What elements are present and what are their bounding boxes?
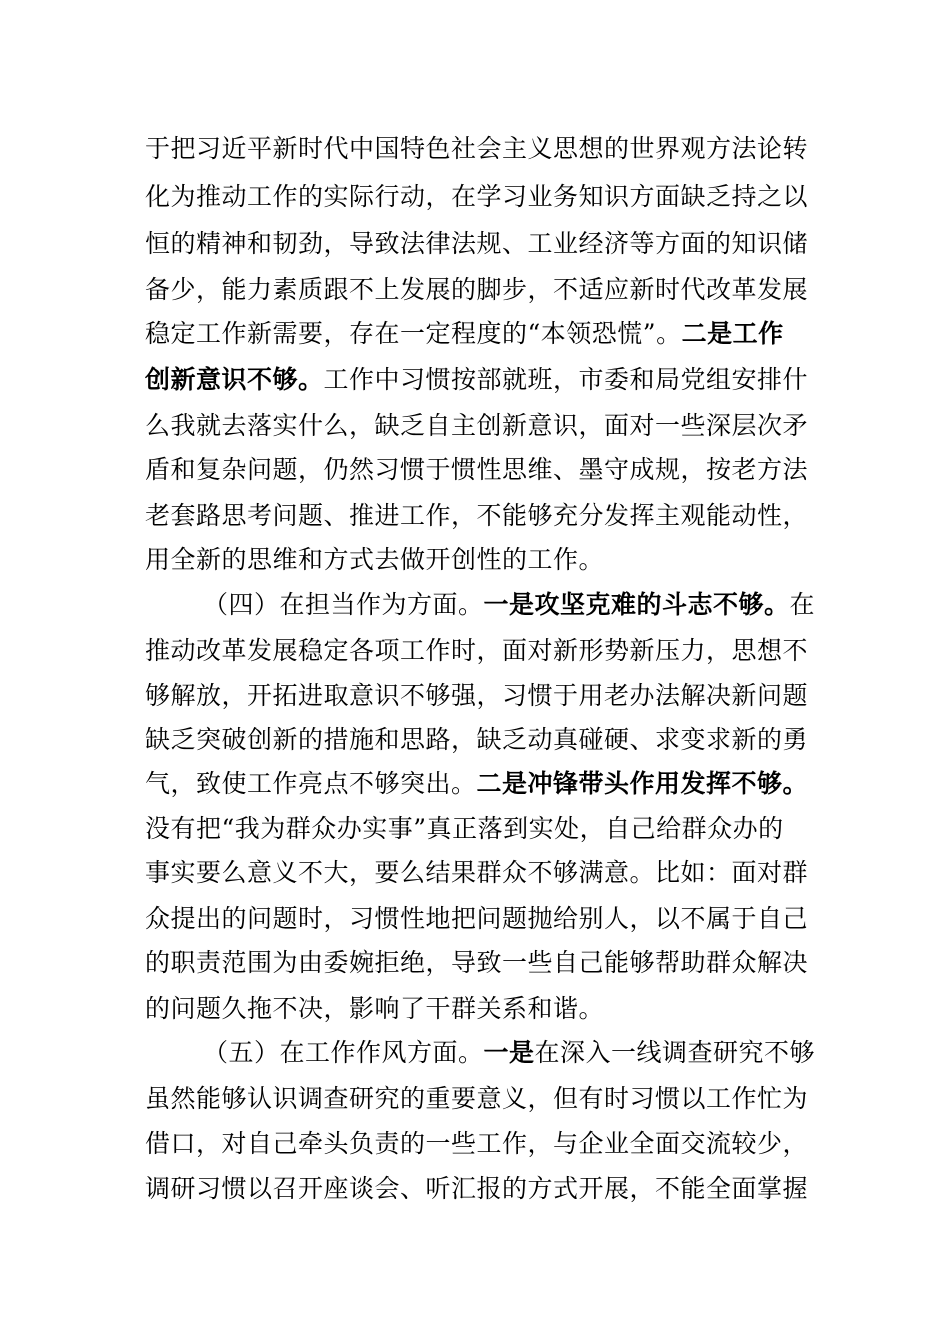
text-line: [145, 945, 808, 981]
text-segment: 调研习惯以召开座谈会、听汇报的方式开展，不能全面掌握: [145, 1174, 809, 1203]
bold-text-segment: 一是攻坚克难的斗志不够。: [483, 590, 790, 619]
text-line: [145, 1171, 808, 1207]
text-segment: 于把习近平新时代中国特色社会主义思想的世界观方法论转: [145, 134, 809, 163]
text-line: [145, 855, 808, 891]
text-line: [145, 1081, 808, 1117]
text-segment: 够解放，开拓进取意识不够强，习惯于用老办法解决新问题: [145, 681, 809, 710]
text-line: [145, 131, 808, 167]
paragraph-heading-line: [203, 1035, 815, 1071]
text-segment: 虽然能够认识调查研究的重要意义，但有时习惯以工作忙为: [145, 1084, 809, 1113]
text-line: [145, 408, 808, 444]
text-line: [145, 316, 784, 352]
text-segment: 在深入一线调查研究不够: [534, 1038, 816, 1067]
text-segment: 工作中习惯按部就班，市委和局党组安排什: [323, 365, 809, 394]
text-segment: 事实要么意义不大，要么结果群众不够满意。比如：面对群: [145, 858, 809, 887]
text-segment: 么我就去落实什么，缺乏自主创新意识，面对一些深层次矛: [145, 411, 809, 440]
text-segment: （四）在担当作为方面。: [203, 590, 484, 619]
text-line: [145, 991, 604, 1027]
text-line: [145, 362, 808, 398]
bold-text-segment: 创新意识不够。: [145, 365, 324, 394]
text-line: [145, 542, 604, 578]
bold-text-segment: 一是: [483, 1038, 535, 1067]
text-segment: 在: [789, 590, 816, 619]
bold-text-segment: 二是冲锋带头作用发挥不够。: [476, 769, 809, 798]
text-segment: 缺乏突破创新的措施和思路，缺乏动真碰硬、求变求新的勇: [145, 725, 809, 754]
text-segment: 众提出的问题时，习惯性地把问题抛给别人，以不属于自己: [145, 904, 809, 933]
text-segment: （五）在工作作风方面。: [203, 1038, 484, 1067]
text-segment: 盾和复杂问题，仍然习惯于惯性思维、墨守成规，按老方法: [145, 455, 809, 484]
text-segment: 借口，对自己牵头负责的一些工作，与企业全面交流较少，: [145, 1129, 809, 1158]
text-segment: 推动改革发展稳定各项工作时，面对新形势新压力，思想不: [145, 636, 809, 665]
text-segment: 化为推动工作的实际行动，在学习业务知识方面缺乏持之以: [145, 182, 809, 211]
text-segment: 稳定工作新需要，存在一定程度的“本领恐慌”。: [145, 319, 682, 348]
text-line: [145, 498, 808, 534]
text-line: [145, 678, 808, 714]
text-segment: 恒的精神和韧劲，导致法律法规、工业经济等方面的知识储: [145, 229, 809, 258]
text-line: [145, 226, 808, 262]
text-segment: 没有把“我为群众办实事”真正落到实处，自己给群众办的: [145, 814, 784, 843]
text-line: [145, 811, 784, 847]
text-segment: 备少，能力素质跟不上发展的脚步，不适应新时代改革发展: [145, 275, 809, 304]
text-line: [145, 272, 808, 308]
paragraph-heading-line: [203, 587, 815, 623]
text-line: [145, 452, 808, 488]
text-line: [145, 722, 808, 758]
text-segment: 的问题久拖不决，影响了干群关系和谐。: [145, 994, 605, 1023]
text-line: [145, 901, 808, 937]
text-line: [145, 633, 808, 669]
text-segment: 气，致使工作亮点不够突出。: [145, 769, 477, 798]
text-segment: 老套路思考问题、推进工作，不能够充分发挥主观能动性，: [145, 501, 809, 530]
text-line: [145, 179, 808, 215]
text-line: [145, 1126, 808, 1162]
bold-text-segment: 二是工作: [681, 319, 784, 348]
text-segment: 的职责范围为由委婉拒绝，导致一些自己能够帮助群众解决: [145, 948, 809, 977]
text-segment: 用全新的思维和方式去做开创性的工作。: [145, 545, 605, 574]
text-line: [145, 766, 808, 802]
